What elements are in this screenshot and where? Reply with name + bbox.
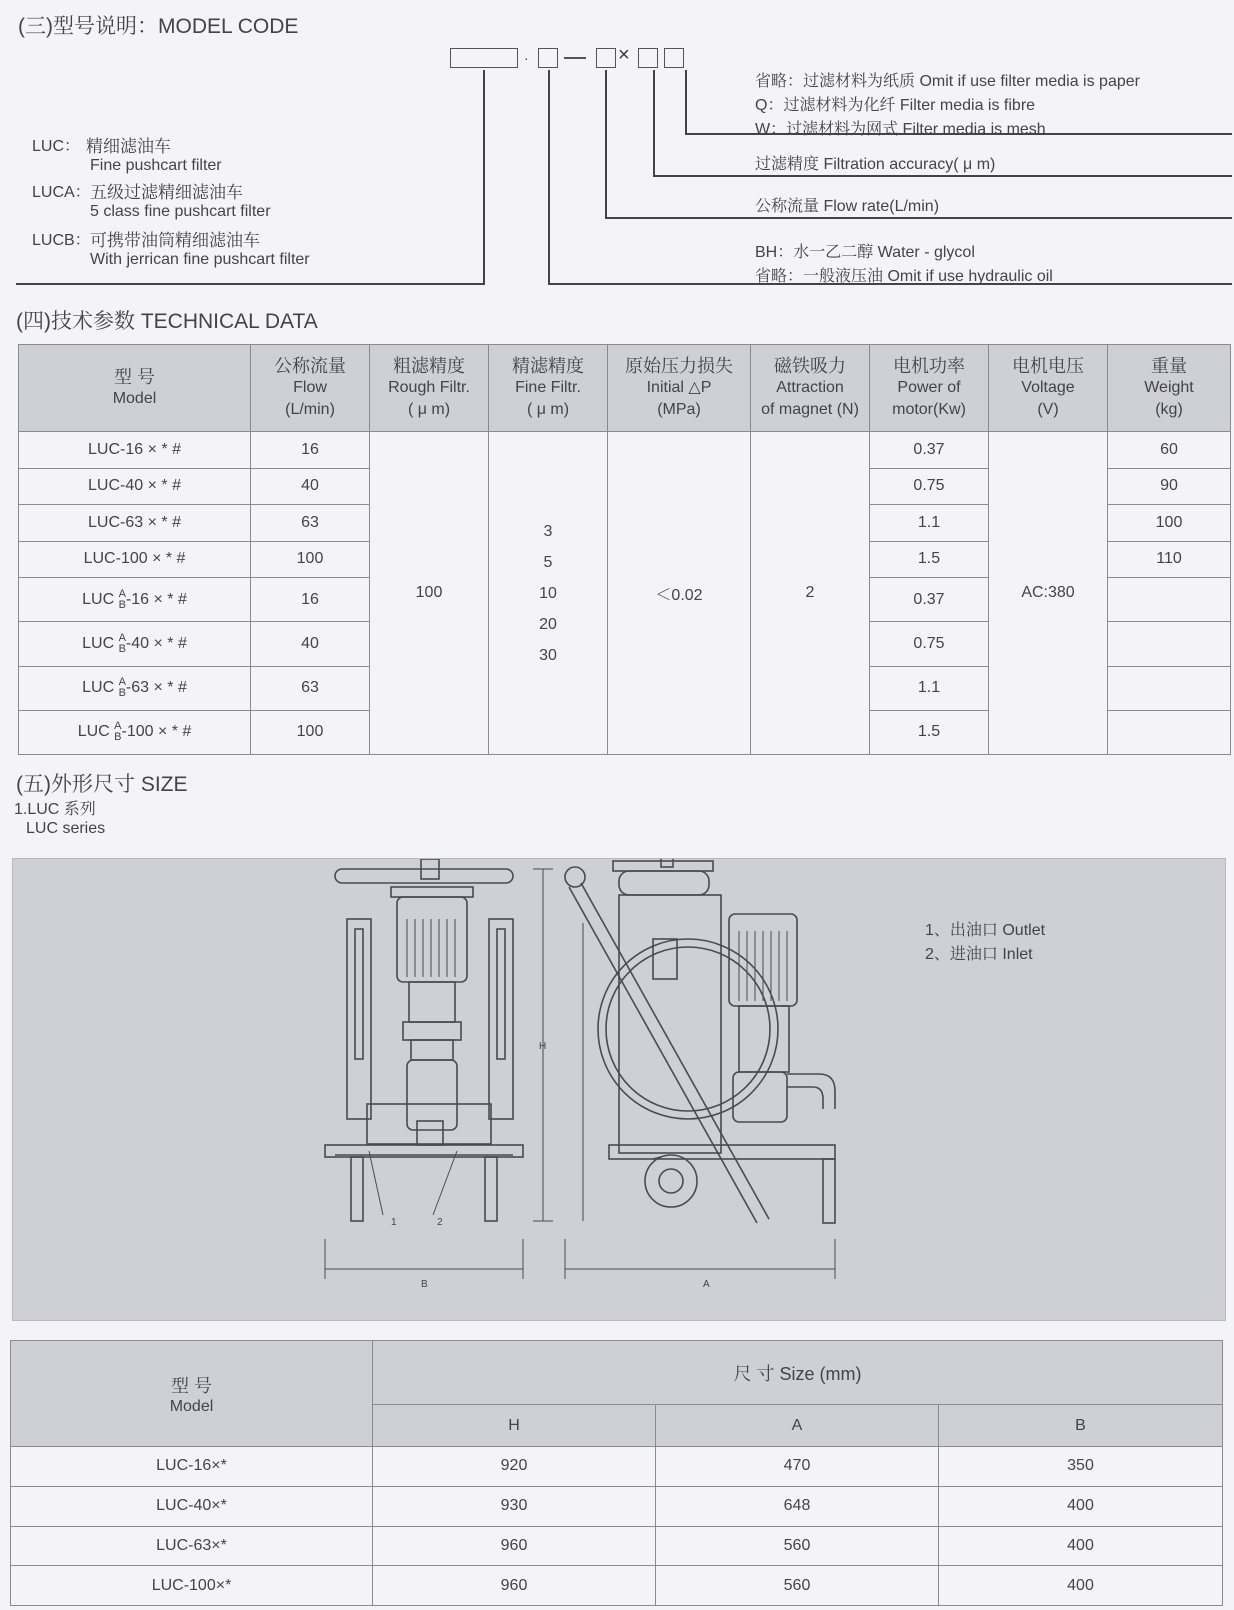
material-line-3: W：过滤材料为网式 Filter media is mesh [755,121,1046,138]
size-model-cell: LUC-40×* [11,1486,373,1526]
code-luc-zh: 精细滤油车 [86,137,171,156]
series-zh: 1.LUC 系列 [14,801,96,818]
size-h-cell: 920 [373,1447,656,1487]
size-heading: (五)外形尺寸 SIZE [16,773,188,796]
th-model: 型 号 Model [19,345,251,432]
th-magnet: 磁铁吸力 Attraction of magnet (N) [751,345,870,432]
rough-cell: 100 [370,432,489,755]
th-power: 电机功率 Power of motor(Kw) [870,345,989,432]
size-b-cell: 400 [939,1526,1223,1566]
size-model-cell: LUC-100×* [11,1566,373,1606]
flow-cell: 63 [251,666,370,710]
size-row [11,1526,1223,1566]
weight-cell: 110 [1108,541,1231,578]
code-luca-zh: 五级过滤精细滤油车 [90,183,243,202]
label-b: B [421,1279,428,1290]
size-row [11,1566,1223,1606]
model-cell: LUC A B-63 × * # [19,666,251,710]
size-th-h: H [373,1405,656,1447]
model-cell: LUC A B-40 × * # [19,622,251,666]
model-cell: LUC A B-16 × * # [19,578,251,622]
label-2: 2 [437,1217,443,1228]
code-boxes: · × [450,46,700,70]
th-dp: 原始压力损失 Initial △P (MPa) [608,345,751,432]
power-cell: 0.75 [870,468,989,505]
magnet-cell: 2 [751,432,870,755]
weight-cell: 60 [1108,432,1231,469]
weight-cell [1108,578,1231,622]
flow-cell: 100 [251,710,370,754]
weight-cell [1108,622,1231,666]
power-cell: 1.1 [870,666,989,710]
size-row [11,1486,1223,1526]
code-luca: LUCA： [32,184,91,201]
model-cell: LUC-63 × * # [19,505,251,542]
size-a-cell: 560 [656,1566,939,1606]
th-flow: 公称流量 Flow (L/min) [251,345,370,432]
fine-cell: 3 5 10 20 30 [489,432,608,755]
power-cell: 1.5 [870,710,989,754]
legend-outlet: 1、出油口 Outlet [925,922,1046,939]
medium-line-1: BH：水一乙二醇 Water - glycol [755,244,975,261]
flow-cell: 16 [251,432,370,469]
tech-header-row [19,345,1231,432]
size-th-model: 型 号 Model [11,1341,373,1447]
size-b-cell: 350 [939,1447,1223,1487]
size-th-b: B [939,1405,1223,1447]
size-b-cell: 400 [939,1566,1223,1606]
code-lucb: LUCB： [32,232,91,249]
series-en: LUC series [26,820,106,837]
size-h-cell: 930 [373,1486,656,1526]
power-cell: 1.5 [870,541,989,578]
size-model-cell: LUC-63×* [11,1526,373,1566]
flow-cell: 40 [251,468,370,505]
size-header-row [11,1341,1223,1405]
weight-cell: 100 [1108,505,1231,542]
weight-cell [1108,666,1231,710]
th-rough: 粗滤精度 Rough Filtr. ( μ m) [370,345,489,432]
tech-row [19,432,1231,469]
code-lucb-en: With jerrican fine pushcart filter [90,251,310,268]
power-cell: 1.1 [870,505,989,542]
code-list [32,133,310,275]
size-h-cell: 960 [373,1566,656,1606]
tech-table [18,344,1231,755]
size-table [10,1340,1223,1606]
drawing-panel [12,858,1226,1321]
th-fine: 精滤精度 Fine Filtr. ( μ m) [489,345,608,432]
material-line-2: Q：过滤材料为化纤 Filter media is fibre [755,97,1036,114]
size-th-title: 尺 寸 Size (mm) [373,1341,1223,1405]
code-luca-en: 5 class fine pushcart filter [90,203,271,220]
model-cell: LUC-16 × * # [19,432,251,469]
model-cell: LUC A B-100 × * # [19,710,251,754]
label-h: H [539,1041,547,1052]
flow-cell: 16 [251,578,370,622]
size-b-cell: 400 [939,1486,1223,1526]
size-h-cell: 960 [373,1526,656,1566]
voltage-cell: AC:380 [989,432,1108,755]
th-voltage: 电机电压 Voltage (V) [989,345,1108,432]
size-row [11,1447,1223,1487]
th-weight: 重量 Weight (kg) [1108,345,1231,432]
label-a: A [703,1279,710,1290]
model-code-heading: (三)型号说明：MODEL CODE [18,15,299,38]
dp-cell: ＜0.02 [608,432,751,755]
size-a-cell: 648 [656,1486,939,1526]
power-cell: 0.37 [870,578,989,622]
power-cell: 0.75 [870,622,989,666]
code-lucb-zh: 可携带油筒精细滤油车 [90,231,260,250]
flow-cell: 40 [251,622,370,666]
material-line-1: 省略：过滤材料为纸质 Omit if use filter media is paper [755,73,1140,90]
accuracy-line: 过滤精度 Filtration accuracy( μ m) [755,156,996,173]
model-cell: LUC-100 × * # [19,541,251,578]
size-th-a: A [656,1405,939,1447]
code-luc-en: Fine pushcart filter [90,157,222,174]
power-cell: 0.37 [870,432,989,469]
tech-heading: (四)技术参数 TECHNICAL DATA [16,310,318,333]
label-1: 1 [391,1217,397,1228]
flow-line: 公称流量 Flow rate(L/min) [755,198,940,215]
flow-cell: 63 [251,505,370,542]
flow-cell: 100 [251,541,370,578]
code-luc: LUC： [32,138,81,155]
size-model-cell: LUC-16×* [11,1447,373,1487]
size-a-cell: 560 [656,1526,939,1566]
weight-cell: 90 [1108,468,1231,505]
size-a-cell: 470 [656,1447,939,1487]
weight-cell [1108,710,1231,754]
handle-bar [335,869,513,883]
model-cell: LUC-40 × * # [19,468,251,505]
medium-line-2: 省略：一般液压油 Omit if use hydraulic oil [755,268,1053,285]
legend-inlet: 2、进油口 Inlet [925,946,1033,963]
